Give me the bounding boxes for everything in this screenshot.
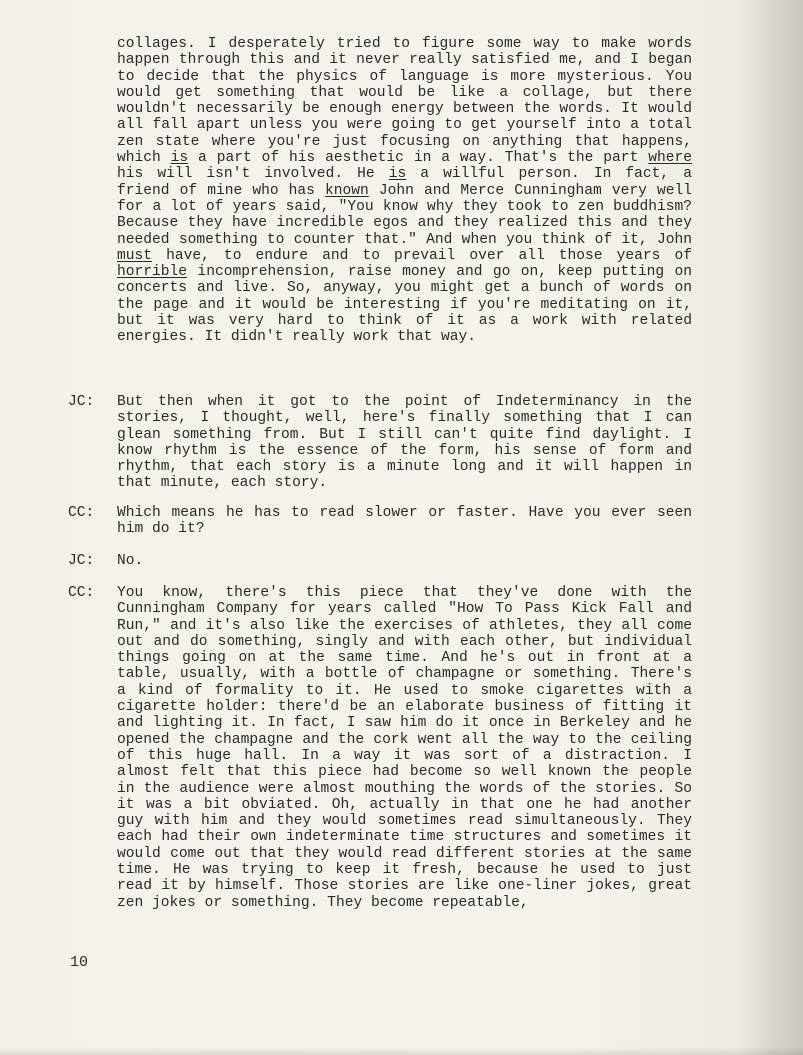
paragraph-4-speaker: JC: [68,553,95,569]
text-run: But then when it got to the point of Indeterminancy in the stories, I thought, well, here's finally something that I can glean something from. But I still can't quite find daylight. I know rhythm is the essence of the form, his sense of form and rhythm, that each story is a minute long and it will happen in that minute, each story. [117,394,692,492]
underlined-word: known [325,182,369,199]
paragraph-3-text [117,505,692,538]
underlined-word: must [117,247,153,264]
text-run: have, to endure and to prevail over all those years of [152,247,692,264]
paragraph-2-text [117,394,692,492]
text-run: collages. I desperately tried to figure some way to make words happen through this and it never really satisfied me, and I began to decide that the physics of language is more mysterious. You would get something that would be like a collage, but there wouldn't necessarily be enough energy between the words. It would all fall apart unless you were going to get yourself into a total zen state where you're just focusing on anything that happens, which [117,36,692,167]
page-number: 10 [70,954,89,971]
text-run: a part of his aesthetic in a way. That's the part [188,150,649,167]
text-run: John and Merce Cunningham very well for a lot of years said, "You know why they took to zen buddhism? Because they have incredible egos and they realized this and they needed something to counter that." And when you think of it, John [117,182,692,248]
paragraph-1-text [117,36,692,346]
text-run: No. [117,553,144,569]
underlined-word: where [648,150,692,167]
paragraph-5-speaker: CC: [68,585,95,601]
text-run: his will isn't involved. He [117,166,389,183]
paragraph-4-text [117,553,692,569]
paragraph-3-speaker: CC: [68,505,95,521]
page-edge-shadow [0,1047,803,1055]
text-run: Which means he has to read slower or faster. Have you ever seen him do it? [117,505,692,538]
paragraph-5-text [117,585,692,911]
text-run: a willful person. In fact, a friend of mine who has [117,166,692,199]
underlined-word: is [170,150,189,167]
underlined-word: is [388,166,407,183]
paragraph-2-speaker: JC: [68,394,95,410]
text-run: You know, there's this piece that they've done with the Cunningham Company for years called "How To Pass Kick Fall and Run," and it's also like the exercises of athletes, they all come out and do something, singly and with each other, but individual things going on at the same time. And he's out in front at a table, usually, with a bottle of champagne or something. There's a kind of formality to it. He used to smoke cigarettes with a cigarette holder: there'd be an elaborate business of fitting it and lighting it. In fact, I saw him do it once in Berkeley and he opened the champagne and the cork went all the way to the ceiling of this huge hall. In a way it was sort of a distraction. I almost felt that this piece had become so well known the people in the audience were almost mouthing the words of the stories. So it was a bit obviated. Oh, actually in that one he had another guy with him and they would sometimes read simultaneously. They each had their own indeterminate time structures and sometimes it would come out that they would read different stories at the same time. He was trying to keep it fresh, because he used to just read it by himself. Those stories are like one-liner jokes, great zen jokes or something. They become repeatable, [117,585,692,911]
text-run: incomprehension, raise money and go on, keep putting on concerts and live. So, anyway, you might get a bunch of words on the page and it would be interesting if you're meditating on it, but it was very hard to think of it as a work with related energies. It didn't really work that way. [117,264,692,346]
underlined-word: horrible [117,264,188,281]
